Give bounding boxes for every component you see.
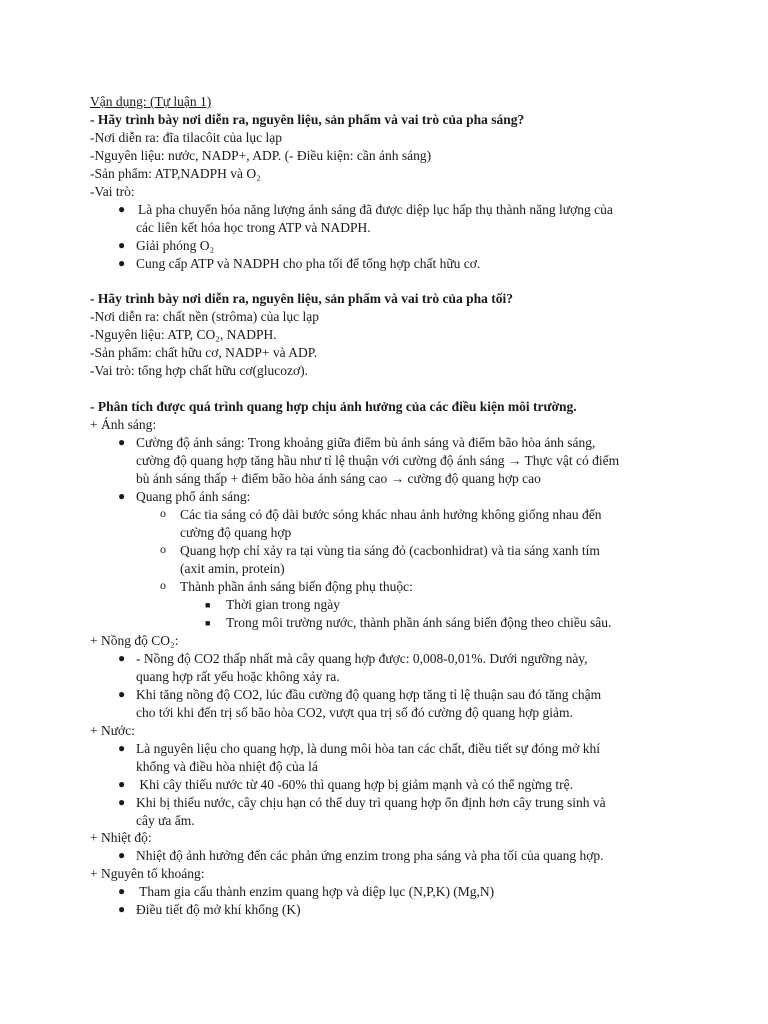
- section-heading: Vận dụng: (Tự luận 1): [90, 94, 212, 109]
- dark-phase-location: -Nơi diễn ra: chất nền (strôma) của lục lạp: [90, 309, 320, 324]
- factor-minerals-label: + Nguyên tố khoáng:: [90, 866, 205, 881]
- factor-temperature-label: + Nhiệt độ:: [90, 830, 152, 845]
- bullet-icon: ●: [118, 777, 126, 791]
- list-item: Thành phần ánh sáng biến động phụ thuộc:: [180, 579, 413, 594]
- circle-bullet-icon: o: [160, 506, 166, 520]
- dark-phase-products: -Sản phẩm: chất hữu cơ, NADP+ và ADP.: [90, 345, 318, 360]
- list-item-continuation: quang hợp rất yếu hoặc không xảy ra.: [136, 669, 340, 684]
- list-item: Thời gian trong ngày: [226, 597, 340, 612]
- list-item: Cung cấp ATP và NADPH cho pha tối để tổng hợp chất hữu cơ.: [136, 256, 481, 271]
- bullet-icon: ●: [118, 435, 126, 449]
- list-item: Điều tiết độ mở khí khổng (K): [136, 902, 301, 917]
- list-item: Quang hợp chỉ xảy ra tại vùng tia sáng đỏ (cacbonhidrat) và tia sáng xanh tím: [180, 543, 600, 558]
- bullet-icon: ●: [118, 848, 126, 862]
- list-item: Khi bị thiếu nước, cây chịu hạn có thể duy trì quang hợp ổn định hơn cây trung sinh và: [136, 795, 606, 810]
- circle-bullet-icon: o: [160, 542, 166, 556]
- factor-light-label: + Ánh sáng:: [90, 417, 157, 432]
- list-item: Tham gia cấu thành enzim quang hợp và diệp lục (N,P,K) (Mg,N): [136, 884, 495, 899]
- circle-bullet-icon: o: [160, 578, 166, 592]
- bullet-icon: ●: [118, 741, 126, 755]
- light-phase-question: - Hãy trình bày nơi diễn ra, nguyên liệu, sản phẩm và vai trò của pha sáng?: [90, 112, 525, 127]
- list-item: Là nguyên liệu cho quang hợp, là dung môi hòa tan các chất, điều tiết sự đóng mở khí: [136, 741, 600, 756]
- list-item: Giải phóng O₂: [136, 238, 215, 253]
- light-phase-role-label: -Vai trò:: [90, 184, 135, 199]
- list-item-continuation: cường độ quang hợp: [180, 525, 292, 540]
- list-item: Khi cây thiếu nước từ 40 -60% thì quang hợp bị giảm mạnh và có thể ngừng trệ.: [136, 777, 574, 792]
- list-item: Các tia sáng có độ dài bước sóng khác nhau ảnh hưởng không giống nhau đến: [180, 507, 602, 522]
- list-item: Nhiệt độ ảnh hưởng đến các phản ứng enzim trong pha sáng và pha tối của quang hợp.: [136, 848, 604, 863]
- list-item: - Nồng độ CO2 thấp nhất mà cây quang hợp được: 0,008-0,01%. Dưới ngưỡng này,: [136, 651, 588, 666]
- light-phase-materials: -Nguyên liệu: nước, NADP+, ADP. (- Điều kiện: cần ánh sáng): [90, 148, 432, 163]
- list-item: Khi tăng nồng độ CO2, lúc đầu cường độ quang hợp tăng tỉ lệ thuận sau đó tăng chậm: [136, 687, 602, 702]
- bullet-icon: ●: [118, 902, 126, 916]
- list-item-continuation: cây ưa ẩm.: [136, 813, 195, 828]
- bullet-icon: ●: [118, 795, 126, 809]
- square-bullet-icon: ■: [205, 600, 211, 610]
- dark-phase-question: - Hãy trình bày nơi diễn ra, nguyên liệu, sản phẩm và vai trò của pha tối?: [90, 291, 514, 306]
- bullet-icon: ●: [118, 202, 126, 216]
- factors-question: - Phân tích được quá trình quang hợp chịu ảnh hưởng của các điều kiện môi trường.: [90, 399, 577, 414]
- list-item: Trong môi trường nước, thành phần ánh sáng biến động theo chiều sâu.: [226, 615, 612, 630]
- light-phase-location: -Nơi diễn ra: đĩa tilacôit của lục lạp: [90, 130, 282, 145]
- list-item-continuation: bù ánh sáng thấp + điểm bão hòa ánh sáng cao → cường độ quang hợp cao: [136, 471, 541, 486]
- bullet-icon: ●: [118, 256, 126, 270]
- bullet-icon: ●: [118, 489, 126, 503]
- square-bullet-icon: ■: [205, 618, 211, 628]
- list-item-continuation: (axit amin, protein): [180, 561, 285, 576]
- bullet-icon: ●: [118, 651, 126, 665]
- factor-water-label: + Nước:: [90, 723, 135, 738]
- list-item-continuation: các liên kết hóa học trong ATP và NADPH.: [136, 220, 371, 235]
- list-item-continuation: khổng và điều hòa nhiệt độ của lá: [136, 759, 318, 774]
- light-phase-products: -Sản phẩm: ATP,NADPH và O₂: [90, 166, 261, 181]
- dark-phase-materials: -Nguyên liệu: ATP, CO₂, NADPH.: [90, 327, 277, 342]
- list-item-continuation: cho tới khi đến trị số bão hòa CO2, vượt qua trị số đó cường độ quang hợp giảm.: [136, 705, 573, 720]
- list-item: Là pha chuyển hóa năng lượng ánh sáng đã được diệp lục hấp thụ thành năng lượng của: [138, 202, 613, 217]
- factor-co2-label: + Nồng độ CO₂:: [90, 633, 179, 648]
- bullet-icon: ●: [118, 884, 126, 898]
- list-item: Quang phổ ánh sáng:: [136, 489, 251, 504]
- bullet-icon: ●: [118, 238, 126, 252]
- list-item: Cường độ ánh sáng: Trong khoảng giữa điểm bù ánh sáng và điểm bão hòa ánh sáng,: [136, 435, 596, 450]
- bullet-icon: ●: [118, 687, 126, 701]
- dark-phase-role: -Vai trò: tổng hợp chất hữu cơ(glucozơ).: [90, 363, 309, 378]
- list-item-continuation: cường độ quang hợp tăng hầu như tỉ lệ thuận với cường độ ánh sáng → Thực vật có điểm: [136, 453, 620, 468]
